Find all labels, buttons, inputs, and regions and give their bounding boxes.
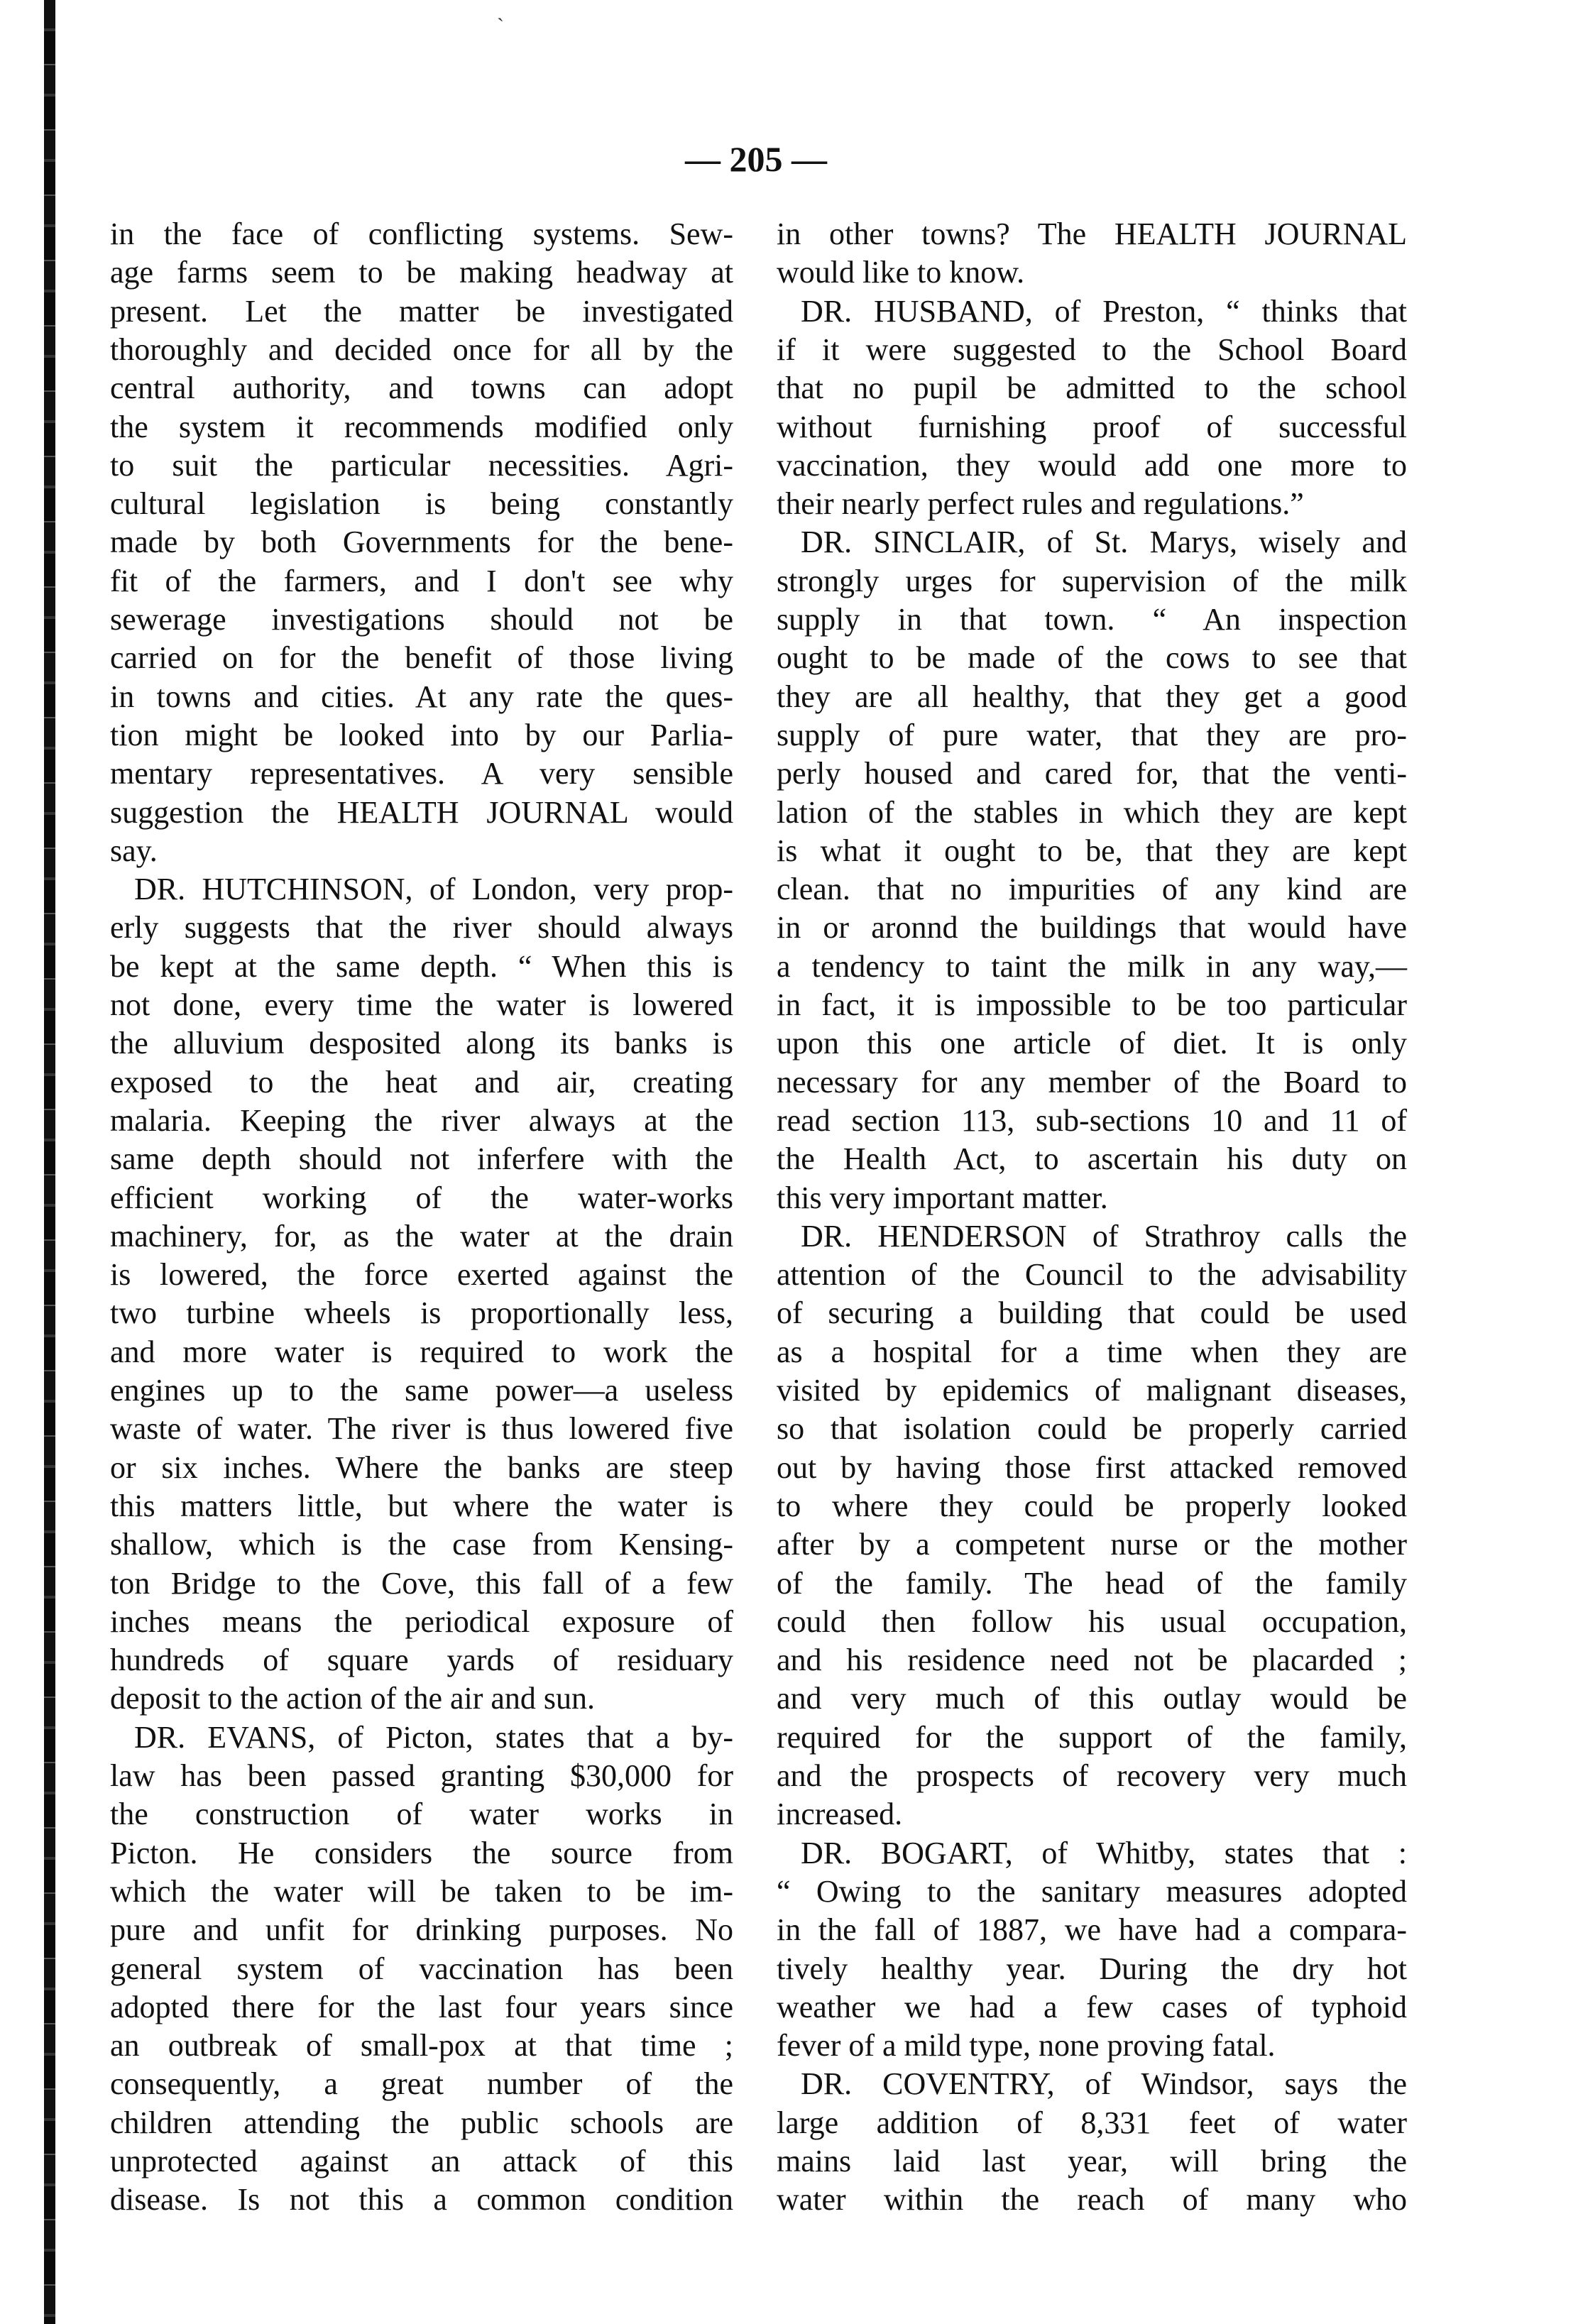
text-line: in the fall of 1887, we have had a compara- (777, 1912, 1407, 1948)
text-line: this matters little, but where the water is (110, 1488, 733, 1523)
text-line: required for the support of the family, (777, 1719, 1407, 1755)
text-line: is lowered, the force exerted against the (110, 1257, 733, 1293)
text-line: unprotected against an attack of this (110, 2144, 733, 2178)
text-line: clean. that no impurities of any kind are (777, 872, 1407, 907)
text-line: perly housed and cared for, that the venti- (777, 756, 1407, 791)
text-line: efficient working of the water-works (110, 1180, 733, 1215)
text-line: fit of the farmers, and I don't see why (110, 563, 733, 598)
text-line: attention of the Council to the advisability (777, 1257, 1407, 1293)
text-line: supply in that town. “ An inspection (777, 602, 1407, 637)
text-line: machinery, for, as the water at the drain (110, 1218, 733, 1254)
text-line: carried on for the benefit of those living (110, 640, 733, 676)
text-line: so that isolation could be properly carried (777, 1411, 1407, 1447)
text-line: central authority, and towns can adopt (110, 371, 733, 406)
text-line: shallow, which is the case from Kensing- (110, 1527, 733, 1562)
text-line: made by both Governments for the bene- (110, 525, 733, 560)
text-line: to where they could be properly looked (777, 1488, 1407, 1523)
text-line: general system of vaccination has been (110, 1951, 733, 1986)
text-line: upon this one article of diet. It is only (777, 1026, 1407, 1061)
page-binding-edge (44, 0, 55, 2324)
text-line: waste of water. The river is thus lowered five (110, 1411, 733, 1447)
text-line: DR. HENDERSON of Strathroy calls the (801, 1218, 1407, 1254)
text-line: visited by epidemics of malignant diseases, (777, 1373, 1407, 1408)
text-line: supply of pure water, that they are pro- (777, 717, 1407, 752)
text-line: of securing a building that could be used (777, 1295, 1407, 1331)
text-line: could then follow his usual occupation, (777, 1604, 1407, 1639)
text-line: weather we had a few cases of typhoid (777, 1989, 1407, 2024)
text-line: malaria. Keeping the river always at the (110, 1102, 733, 1138)
text-line: vaccination, they would add one more to (777, 447, 1407, 483)
text-line: in the face of conflicting systems. Sew- (110, 216, 733, 251)
text-line: Picton. He considers the source from (110, 1835, 733, 1870)
text-line: increased. (777, 1797, 903, 1832)
text-line: and very much of this outlay would be (777, 1681, 1407, 1716)
text-line: DR. SINCLAIR, of St. Marys, wisely and (801, 525, 1407, 560)
text-line: the construction of water works in (110, 1797, 733, 1832)
text-line: the Health Act, to ascertain his duty on (777, 1141, 1407, 1177)
text-line: after by a competent nurse or the mother (777, 1527, 1407, 1562)
text-line: in or aronnd the buildings that would have (777, 910, 1407, 946)
text-line: consequently, a great number of the (110, 2066, 733, 2102)
text-line: and the prospects of recovery very much (777, 1758, 1407, 1793)
text-line: or six inches. Where the banks are steep (110, 1449, 733, 1485)
text-line: suggestion the HEALTH JOURNAL would (110, 794, 733, 830)
text-line: without furnishing proof of successful (777, 409, 1407, 444)
text-line: not done, every time the water is lowered (110, 987, 733, 1022)
text-line: cultural legislation is being constantly (110, 486, 733, 522)
text-line: to suit the particular necessities. Agri- (110, 447, 733, 483)
text-line: mentary representatives. A very sensible (110, 756, 733, 791)
text-line: lation of the stables in which they are kept (777, 794, 1407, 830)
text-line: necessary for any member of the Board to (777, 1064, 1407, 1100)
text-line: ton Bridge to the Cove, this fall of a few (110, 1565, 733, 1601)
text-line: a tendency to taint the milk in any way,— (777, 948, 1407, 984)
text-line: an outbreak of small-pox at that time ; (110, 2028, 733, 2063)
text-line: disease. Is not this a common condition (110, 2182, 733, 2218)
text-line: DR. BOGART, of Whitby, states that : (801, 1835, 1407, 1870)
text-line: water within the reach of many who (777, 2182, 1407, 2218)
text-line: present. Let the matter be investigated (110, 293, 733, 329)
text-line: tion might be looked into by our Parlia- (110, 717, 733, 752)
text-line: the alluvium desposited along its banks is (110, 1026, 733, 1061)
text-line: which the water will be taken to be im- (110, 1873, 733, 1909)
text-line: DR. COVENTRY, of Windsor, says the (801, 2066, 1407, 2102)
text-line: they are all healthy, that they get a good (777, 679, 1407, 714)
text-line: DR. HUSBAND, of Preston, “ thinks that (801, 293, 1407, 329)
text-line: DR. EVANS, of Picton, states that a by- (134, 1719, 733, 1755)
text-line: in fact, it is impossible to be too particular (777, 987, 1407, 1022)
text-line: if it were suggested to the School Board (777, 331, 1407, 367)
text-line: exposed to the heat and air, creating (110, 1064, 733, 1100)
stray-mark: ` (497, 14, 504, 38)
text-line: of the family. The head of the family (777, 1565, 1407, 1601)
text-line: this very important matter. (777, 1180, 1108, 1215)
text-line: say. (110, 833, 158, 868)
text-line: hundreds of square yards of residuary (110, 1643, 733, 1678)
text-line: would like to know. (777, 255, 1025, 290)
text-line: two turbine wheels is proportionally less, (110, 1295, 733, 1331)
text-line: the system it recommends modified only (110, 409, 733, 444)
text-line: erly suggests that the river should always (110, 910, 733, 946)
page-number (0, 138, 1583, 180)
text-line: ought to be made of the cows to see that (777, 640, 1407, 676)
text-line: deposit to the action of the air and sun. (110, 1681, 596, 1716)
text-line: and more water is required to work the (110, 1334, 733, 1369)
text-line: mains laid last year, will bring the (777, 2144, 1407, 2178)
text-line: “ Owing to the sanitary measures adopted (777, 1873, 1407, 1909)
text-line: large addition of 8,331 feet of water (777, 2105, 1407, 2140)
text-line: is what it ought to be, that they are kept (777, 833, 1407, 868)
text-line: sewerage investigations should not be (110, 602, 733, 637)
text-line: read section 113, sub-sections 10 and 11 of (777, 1102, 1407, 1138)
text-line: age farms seem to be making headway at (110, 255, 733, 290)
text-line: out by having those first attacked removed (777, 1449, 1407, 1485)
text-line: inches means the periodical exposure of (110, 1604, 733, 1639)
text-line: and his residence need not be placarded ; (777, 1643, 1407, 1678)
text-line: DR. HUTCHINSON, of London, very prop- (134, 872, 733, 907)
text-line: tively healthy year. During the dry hot (777, 1951, 1407, 1986)
text-line: their nearly perfect rules and regulations.” (777, 486, 1304, 522)
text-line: be kept at the same depth. “ When this is (110, 948, 733, 984)
text-line: same depth should not inferfere with the (110, 1141, 733, 1177)
text-line: thoroughly and decided once for all by the (110, 331, 733, 367)
text-line: engines up to the same power—a useless (110, 1373, 733, 1408)
text-line: adopted there for the last four years since (110, 1989, 733, 2024)
page-number-text: — 205 — (685, 139, 827, 179)
text-line: fever of a mild type, none proving fatal. (777, 2028, 1276, 2063)
text-line: strongly urges for supervision of the milk (777, 563, 1407, 598)
text-line: in towns and cities. At any rate the ques- (110, 679, 733, 714)
text-line: pure and unfit for drinking purposes. No (110, 1912, 733, 1948)
text-line: in other towns? The HEALTH JOURNAL (777, 216, 1407, 251)
text-line: that no pupil be admitted to the school (777, 371, 1407, 406)
text-line: children attending the public schools are (110, 2105, 733, 2140)
text-line: law has been passed granting $30,000 for (110, 1758, 733, 1793)
text-line: as a hospital for a time when they are (777, 1334, 1407, 1369)
